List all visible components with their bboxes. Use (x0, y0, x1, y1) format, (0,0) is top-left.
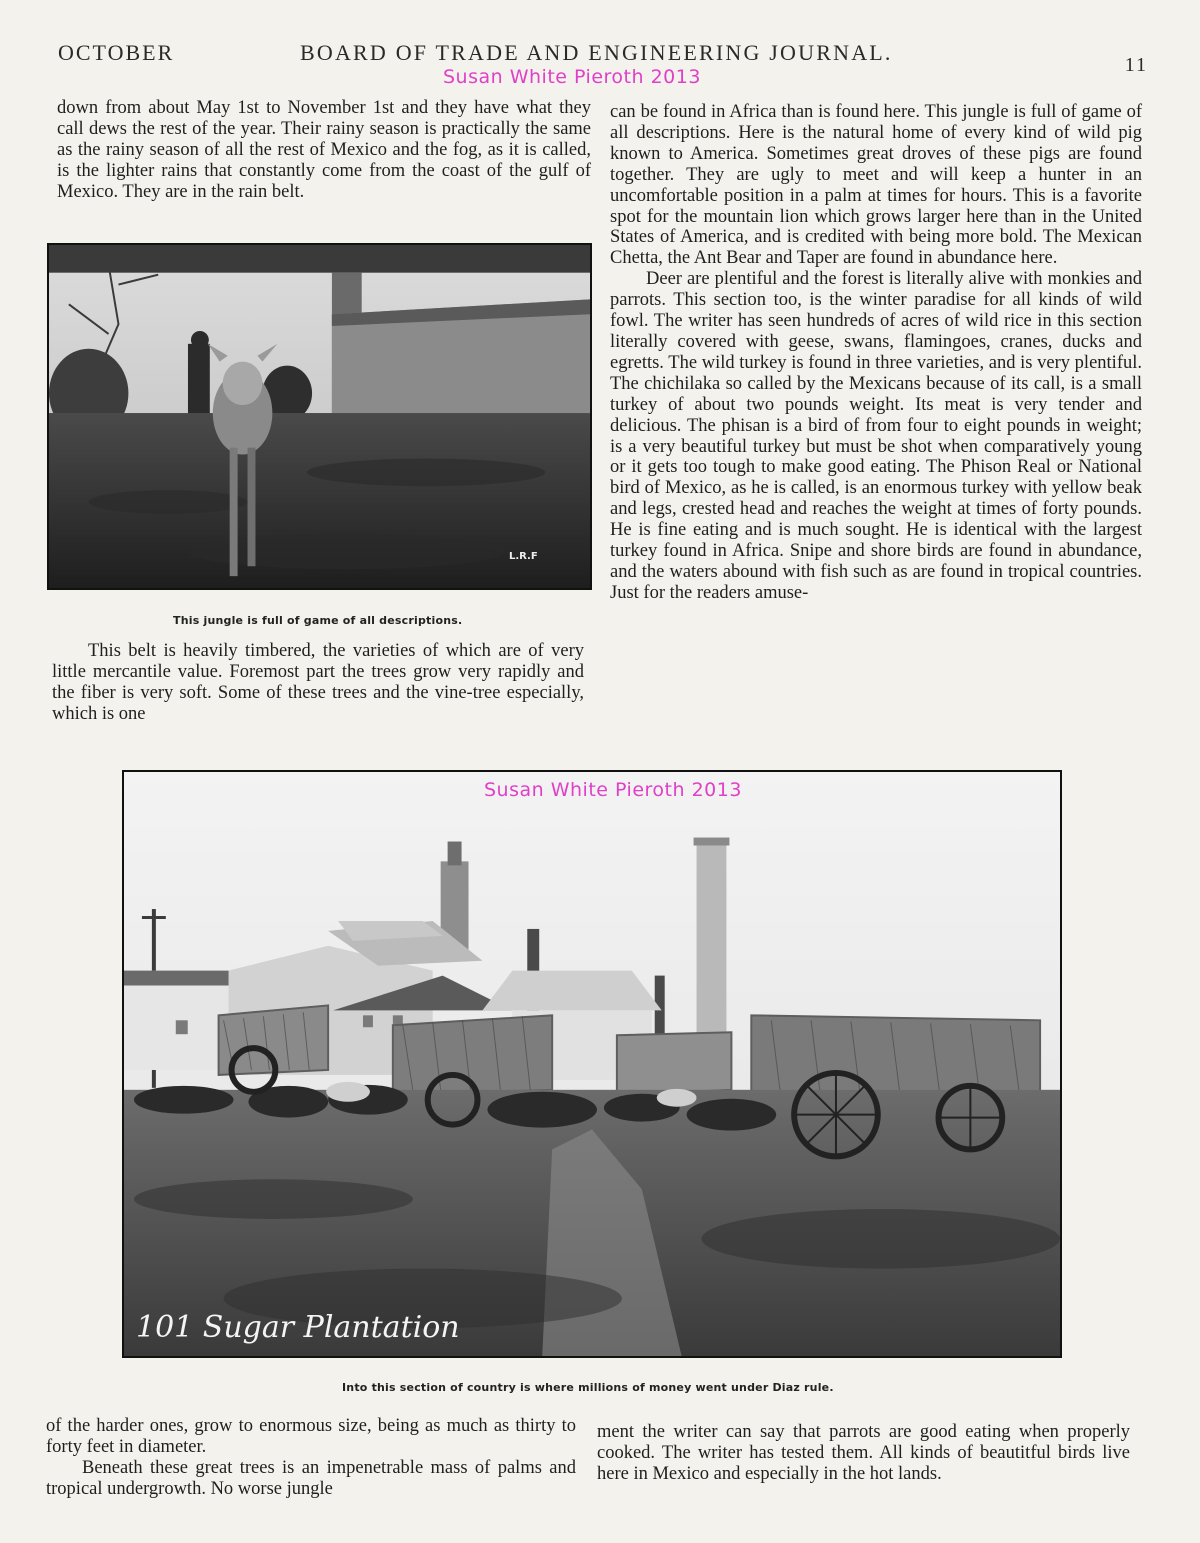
paragraph: of the harder ones, grow to enormous size, being as much as thirty to forty feet in diameter. (46, 1416, 576, 1457)
right-column-top-text (610, 102, 1142, 604)
journal-title: BOARD OF TRADE AND ENGINEERING JOURNAL. (300, 40, 893, 65)
header-month: OCTOBER (58, 40, 175, 65)
left-column-middle-text (52, 641, 584, 725)
sugar-plantation-photo (122, 770, 1062, 1358)
deer-photo (47, 243, 592, 590)
paragraph: ment the writer can say that parrots are good eating when properly cooked. The writer has tested them. All kinds of beautitful birds live here in Mexico and especially in the hot lands. (597, 1422, 1130, 1484)
paragraph: This belt is heavily timbered, the varieties of which are of very little mercantile value. Foremost part the trees grow very rapidly and the fiber is very soft. Some of these trees and the vine-tree especially, which is one (52, 641, 584, 724)
watermark-top: Susan White Pieroth 2013 (443, 66, 701, 88)
photo-credit-mark: L.R.F (509, 551, 538, 562)
watermark-photo: Susan White Pieroth 2013 (484, 779, 742, 801)
deer-photo-image (49, 245, 590, 588)
sugar-plantation-caption: Into this section of country is where millions of money went under Diaz rule. (342, 1381, 834, 1394)
paragraph: down from about May 1st to November 1st and they have what they call dews the rest of the year. Their rainy season is practically the same as the rainy season of all the rest of Mexico and the fog, as it is called, is the lighter rains that constantly come from the coast of the gulf of Mexico. They are in the rain belt. (57, 98, 591, 202)
deer-photo-caption: This jungle is full of game of all descriptions. (173, 614, 463, 627)
paragraph: Deer are plentiful and the forest is literally alive with monkies and parrots. This section too, is the winter paradise for all kinds of wild fowl. The writer has seen hundreds of acres of wild rice in this section literally covered with geese, swans, flamingoes, cranes, ducks and egretts. The wild turkey is found in three varieties, and is very plentiful. The chichilaka so called by the Mexicans because of its call, is a small turkey of about two pounds weight. Its meat is very tender and delicious. The phisan is a bird of from four to eight pounds in weight; is a very beautiful turkey but must be shot when comparatively young or it gets too tough to make good eating. The Phison Real or National bird of Mexico, as he is called, is an enormous turkey with yellow beak and legs, crested head and reaches the weight at times of forty pounds. He is fine eating and is much sought. He is identical with the largest turkey found in Africa. Snipe and shore birds are found in abundance, and the waters abound with fish such as are found in tropical countries. Just for the readers amuse- (610, 269, 1142, 603)
left-column-top-text (57, 98, 591, 203)
paragraph: Beneath these great trees is an impenetrable mass of palms and tropical undergrowth. No worse jungle (46, 1457, 576, 1499)
page-number: 11 (1124, 54, 1148, 76)
paragraph: can be found in Africa than is found here. This jungle is full of game of all descriptions. Here is the natural home of every kind of wild pig known to America. Sometimes great droves of these pigs are found together. They are ugly to meet and will keep a hunter in an uncomfortable position in a palm at times for hours. This is a favorite spot for the mountain lion which grows larger here than in the United States of America, and is credited with being more bold. The Mexican Chetta, the Ant Bear and Taper are found in abundance here. (610, 102, 1142, 269)
right-column-bottom-text (597, 1422, 1130, 1485)
handwritten-photo-label: 101 Sugar Plantation (136, 1310, 460, 1345)
left-column-bottom-text (46, 1416, 576, 1500)
sugar-plantation-image (124, 772, 1060, 1356)
